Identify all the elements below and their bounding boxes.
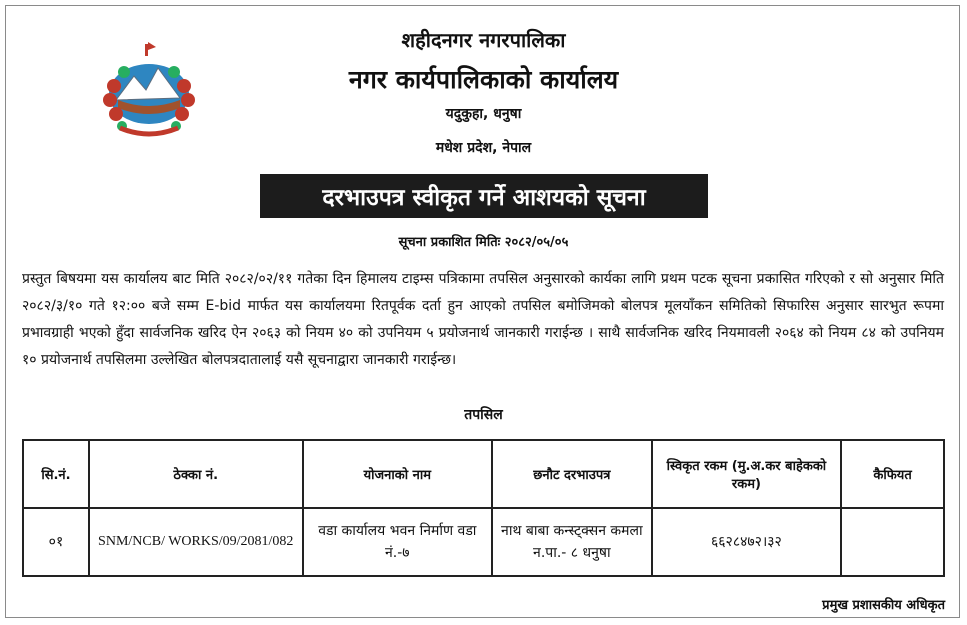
table-row: [23, 508, 944, 576]
cell-approved-amount: ६६२८४७२।३२: [652, 508, 842, 576]
municipality-name: शहीदनगर नगरपालिका: [401, 28, 566, 52]
notice-title: दरभाउपत्र स्वीकृत गर्ने आशयको सूचना: [322, 185, 646, 211]
cell-contract-no: SNM/NCB/ WORKS/09/2081/082: [89, 508, 303, 576]
cell-sn: ०१: [23, 508, 89, 576]
header-sn: सि.नं.: [23, 440, 89, 508]
province-name: मधेश प्रदेश, नेपाल: [435, 140, 532, 156]
header-contract-no: ठेक्का नं.: [89, 440, 303, 508]
bid-table: [22, 439, 945, 577]
published-date: सूचना प्रकाशित मितिः २०८२/०५/०५: [398, 235, 569, 250]
notice-body: प्रस्तुत बिषयमा यस कार्यालय बाट मिति २०८२/०२/११ गतेका दिन हिमालय टाइम्स पत्रिकामा तपसिल अनुसारको कार्यका लागि प्रथम पटक सूचना प्रकासित गरिएको र सो अनुसार मिति २०८२/३/१० गते १२:०० बजे सम्म E-bid मार्फत यस कार्यालयमा रितपूर्वक दर्ता हुन आएको तपसिल बमोजिमको बोलपत्र मूलयाँकन समितिको सिफारिस अनुसार सारभुत रूपमा प्रभावग्राही भएको हुँदा सार्वजनिक खरिद ऐन २०६३ को नियम ४० को उपनियम ५ प्रयोजनार्थ जानकारी गराईन्छ । साथै सार्वजनिक खरिद नियमावली २०६४ को नियम ८४ को उपनियम १० प्रयोजनार्थ तपसिलमा उल्लेखित बोलपत्रदातालाई यसै सूचनाद्वारा जानकारी गराईन्छ।: [22, 271, 944, 368]
header-remarks: कैफियत: [841, 440, 944, 508]
header-selected-bid: छनौट दरभाउपत्र: [492, 440, 652, 508]
cell-selected-bid: नाथ बाबा कन्स्ट्क्सन कमला न.पा.- ८ धनुषा: [492, 508, 652, 576]
cell-remarks: [841, 508, 944, 576]
office-location: यदुकुहा, धनुषा: [445, 106, 522, 122]
cell-project-name: वडा कार्यालय भवन निर्माण वडा नं.-७: [303, 508, 492, 576]
notice-title-banner: [260, 174, 708, 218]
office-name: नगर कार्यपालिकाको कार्यालय: [348, 65, 619, 94]
header-approved-amount: स्विकृत रकम (मु.अ.कर बाहेकको रकम): [652, 440, 842, 508]
schedule-label: तपसिल: [464, 407, 503, 423]
signatory-title: प्रमुख प्रशासकीय अधिकृत: [822, 598, 945, 613]
header-project-name: योजनाको नाम: [303, 440, 492, 508]
table-header-row: [23, 440, 944, 508]
